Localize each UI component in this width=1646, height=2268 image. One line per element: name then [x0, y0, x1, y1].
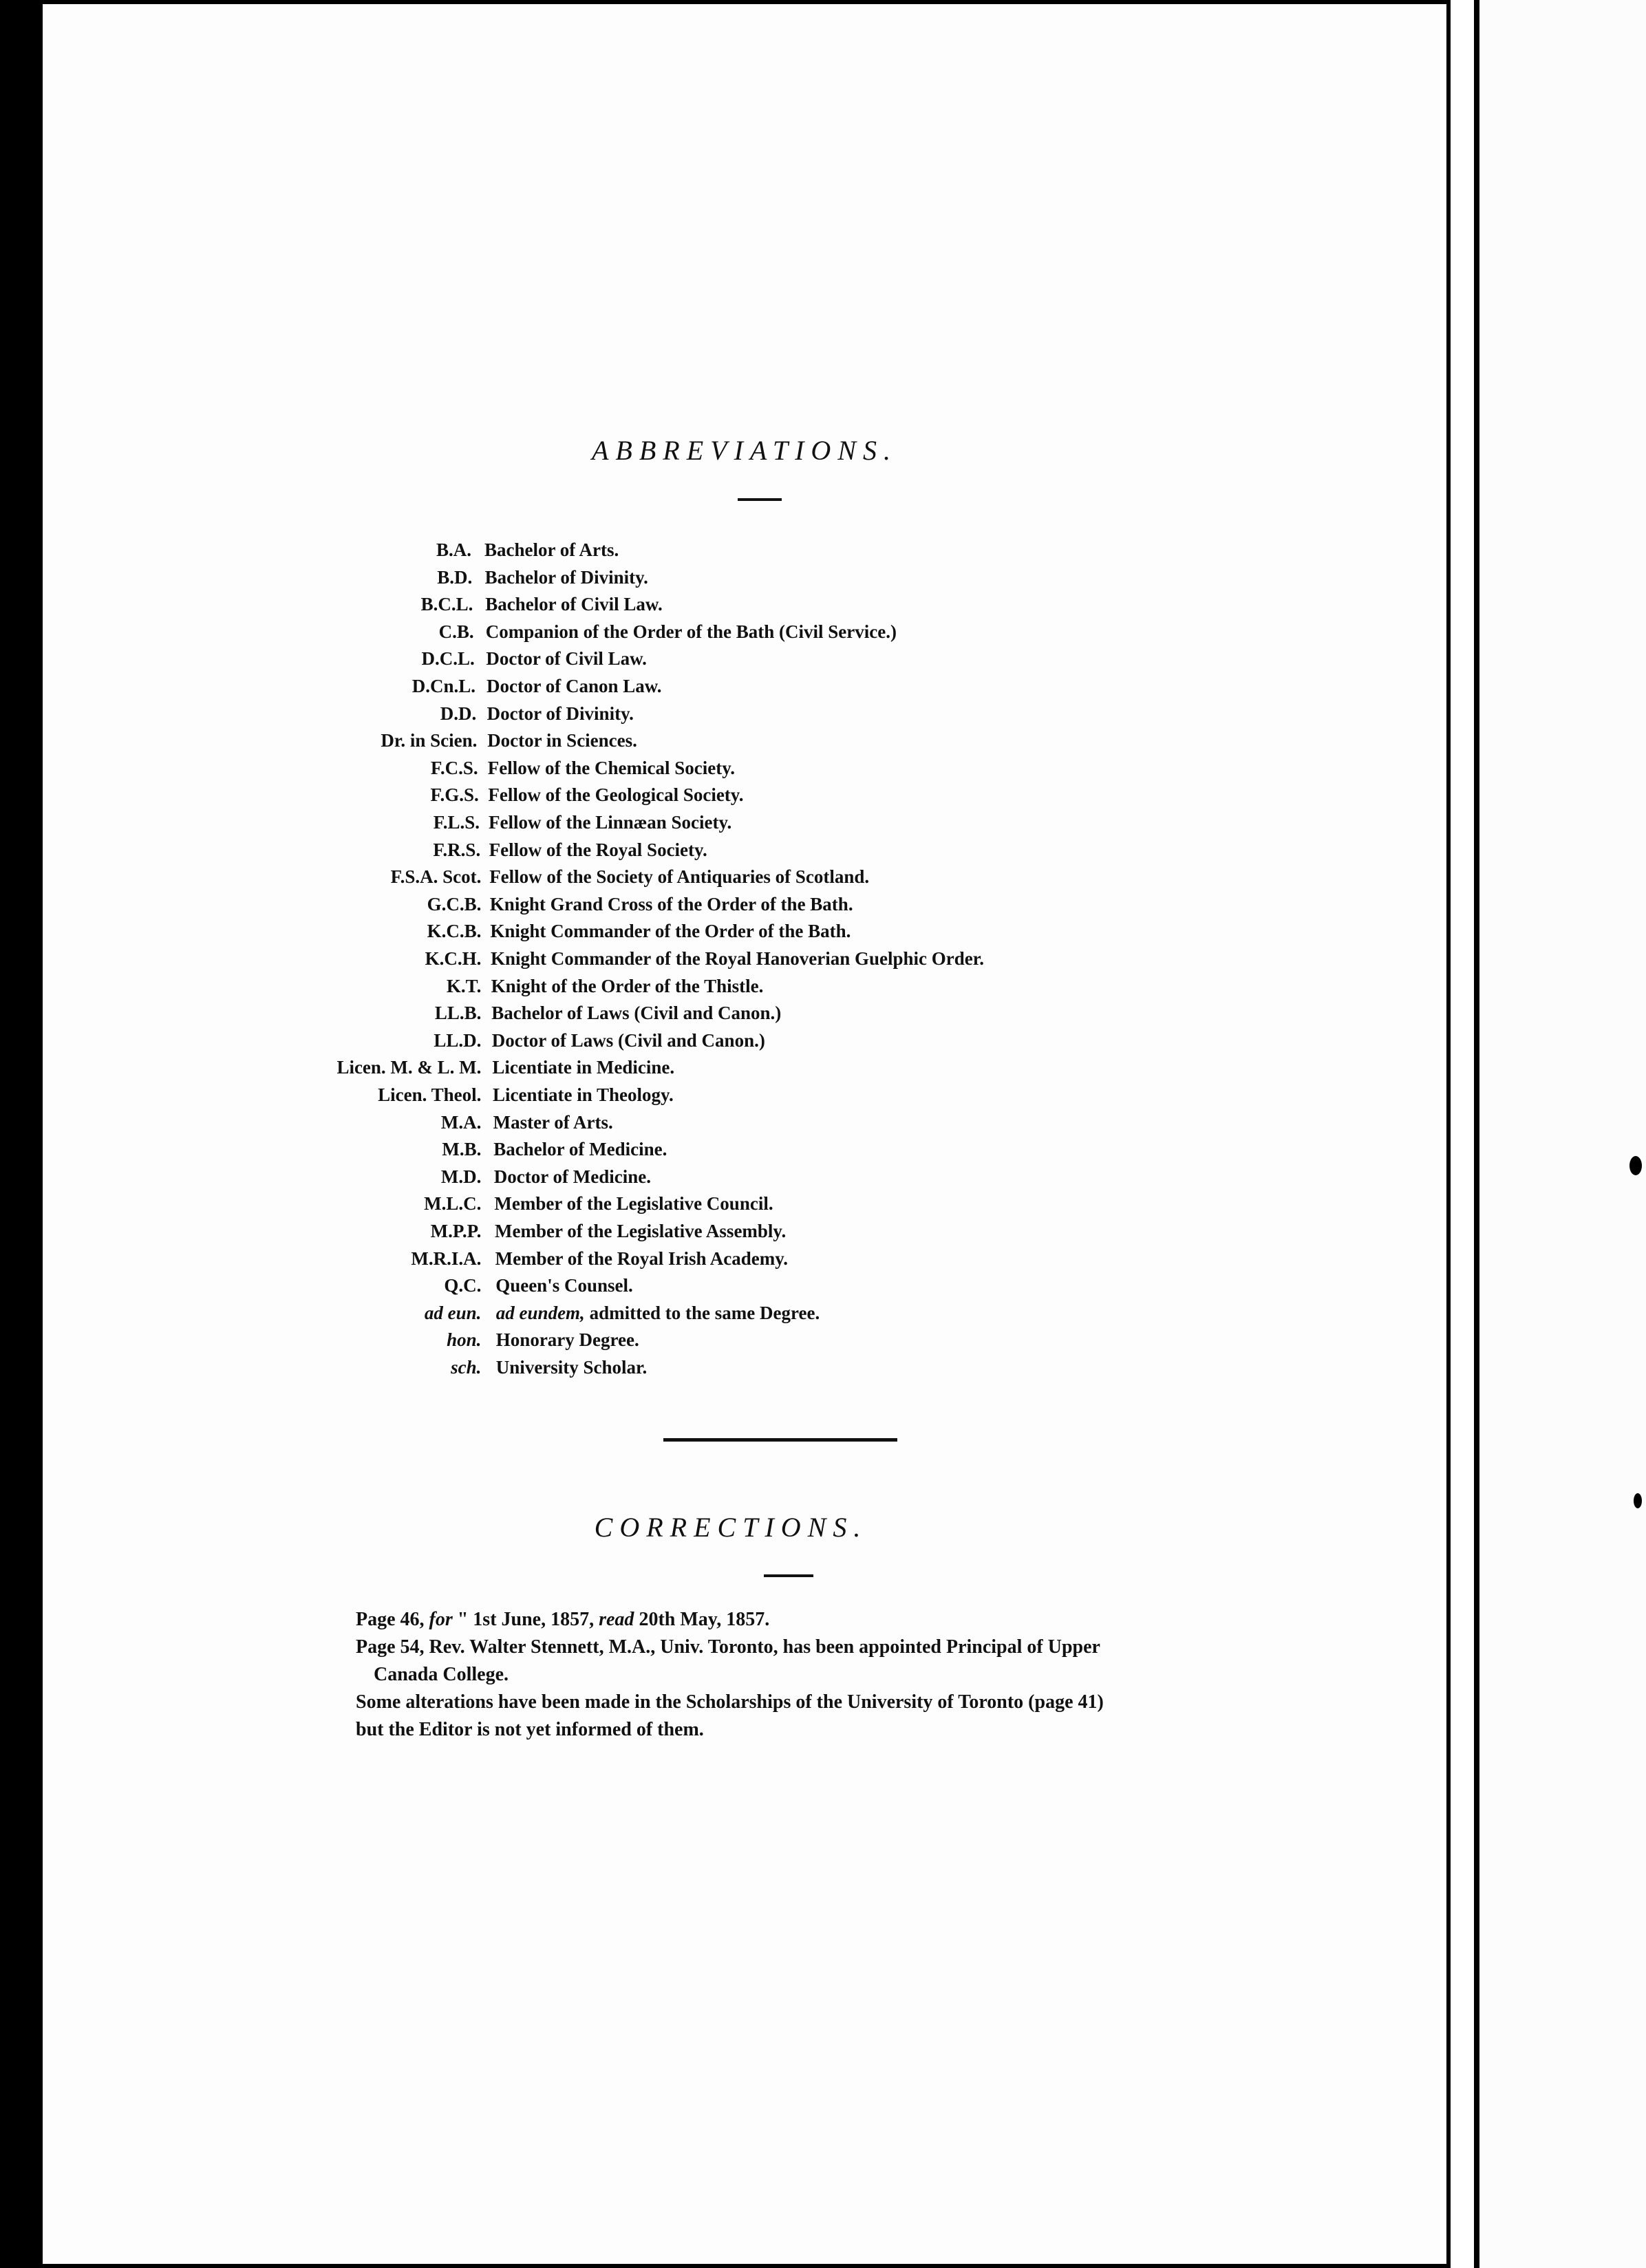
abbreviation-key: Dr. in Scien.	[381, 730, 478, 751]
abbreviation-definition: Bachelor of Divinity.	[484, 566, 648, 588]
abbreviation-definition: Fellow of the Geological Society.	[488, 784, 744, 806]
abbreviation-definition: Licentiate in Theology.	[493, 1084, 674, 1105]
abbreviation-definition: Doctor of Laws (Civil and Canon.)	[491, 1029, 765, 1051]
abbreviation-key: hon.	[447, 1329, 482, 1351]
abbreviation-row	[43, 921, 1446, 948]
abbreviation-key: D.C.L.	[421, 648, 475, 670]
abbreviation-key: B.C.L.	[420, 594, 473, 615]
abbreviation-definition: Master of Arts.	[493, 1111, 613, 1133]
corrections-text	[356, 1606, 1333, 1744]
abbreviation-definition: Fellow of the Linnæan Society.	[489, 812, 732, 833]
abbreviation-key: C.B.	[438, 621, 474, 642]
abbreviation-definition: Bachelor of Arts.	[484, 539, 619, 560]
abbreviation-row	[43, 812, 1446, 839]
abbreviation-row	[43, 976, 1446, 1003]
abbreviation-key: B.A.	[436, 539, 471, 560]
abbreviation-key: K.T.	[446, 975, 482, 996]
abbreviation-key: D.Cn.L.	[412, 676, 475, 696]
abbreviation-row	[43, 676, 1446, 703]
abbreviation-definition: University Scholar.	[495, 1357, 648, 1378]
abbreviation-row	[43, 567, 1446, 595]
document-page	[43, 4, 1446, 2264]
abbreviation-row	[43, 894, 1446, 921]
abbreviation-definition: Bachelor of Medicine.	[493, 1139, 667, 1160]
abbreviation-definition: Licentiate in Medicine.	[492, 1057, 675, 1078]
abbreviation-row	[43, 1003, 1446, 1030]
abbreviation-key: F.L.S.	[433, 812, 480, 833]
abbreviation-definition: Bachelor of Laws (Civil and Canon.)	[491, 1003, 782, 1024]
abbreviation-row	[43, 1248, 1446, 1276]
abbreviation-definition-text: admitted to the same Degree.	[584, 1302, 820, 1323]
abbreviation-key: M.R.I.A.	[411, 1248, 482, 1269]
abbreviation-row	[43, 1329, 1446, 1357]
correction-line-4: Some alterations have been made in the Scholarships of the University of Toronto (page 41)	[356, 1691, 1104, 1713]
abbreviation-key: F.R.S.	[433, 839, 481, 860]
abbreviation-key: M.A.	[440, 1111, 482, 1133]
abbreviation-key: sch.	[451, 1357, 482, 1378]
abbreviation-row	[43, 1112, 1446, 1140]
abbreviation-row	[43, 866, 1446, 894]
abbreviation-row	[43, 1166, 1446, 1194]
abbreviation-row	[43, 1057, 1446, 1084]
abbreviation-row	[43, 1221, 1446, 1248]
abbreviation-row	[43, 1030, 1446, 1058]
abbreviation-row	[43, 621, 1446, 649]
abbreviation-row	[43, 839, 1446, 867]
abbreviation-definition: Doctor of Medicine.	[493, 1166, 651, 1187]
abbreviation-row	[43, 1084, 1446, 1112]
abbreviation-definition: Doctor of Divinity.	[487, 703, 634, 724]
abbreviation-definition: Fellow of the Society of Antiquaries of Scotland.	[489, 866, 870, 888]
abbreviation-definition: Knight Commander of the Order of the Bath.	[490, 921, 851, 942]
abbreviation-definition: Fellow of the Chemical Society.	[487, 757, 735, 778]
corrections-rule	[764, 1574, 813, 1577]
abbreviation-key: B.D.	[437, 566, 473, 588]
abbreviation-key: D.D.	[440, 703, 477, 724]
section-divider	[663, 1438, 897, 1442]
abbreviation-definition: Knight of the Order of the Thistle.	[491, 975, 764, 996]
facing-page-edge	[1479, 0, 1646, 2268]
correction-line-1: Page 46, for " 1st June, 1857, read 20th May, 1857.	[356, 1609, 770, 1630]
abbreviation-row	[43, 539, 1446, 567]
abbreviation-definition: Doctor of Civil Law.	[486, 648, 647, 670]
abbreviation-definition: Member of the Legislative Assembly.	[495, 1221, 787, 1241]
scan-mark	[1634, 1493, 1642, 1508]
abbreviation-row	[43, 648, 1446, 676]
abbreviation-row	[43, 784, 1446, 812]
abbreviation-definition-emphasis: ad eundem,	[495, 1302, 585, 1323]
abbreviations-rule	[738, 498, 782, 501]
correction-line-5: but the Editor is not yet informed of them.	[356, 1719, 704, 1740]
correction-line-2: Page 54, Rev. Walter Stennett, M.A., Univ. Toronto, has been appointed Principal of Upper	[356, 1636, 1100, 1658]
corrections-heading: CORRECTIONS.	[594, 1512, 868, 1543]
abbreviation-row	[43, 1193, 1446, 1221]
abbreviation-key: Licen. M. & L. M.	[336, 1057, 482, 1078]
abbreviation-key: F.C.S.	[430, 757, 478, 778]
abbreviation-definition: Doctor in Sciences.	[487, 730, 637, 751]
abbreviation-definition: Member of the Royal Irish Academy.	[495, 1248, 789, 1269]
abbreviation-row	[43, 730, 1446, 758]
abbreviation-definition: Honorary Degree.	[495, 1329, 639, 1351]
abbreviation-definition: Fellow of the Royal Society.	[489, 839, 707, 860]
abbreviation-row	[43, 1139, 1446, 1166]
abbreviation-row	[43, 948, 1446, 976]
abbreviation-row	[43, 703, 1446, 731]
abbreviation-key: M.P.P.	[430, 1221, 482, 1241]
abbreviation-definition: Doctor of Canon Law.	[487, 676, 662, 696]
abbreviation-key: ad eun.	[424, 1302, 482, 1323]
abbreviation-key: M.B.	[442, 1139, 482, 1160]
abbreviation-key: Q.C.	[444, 1275, 482, 1296]
abbreviation-definition: Knight Commander of the Royal Hanoverian Guelphic Order.	[491, 948, 985, 969]
abbreviation-key: G.C.B.	[427, 893, 482, 914]
abbreviation-row	[43, 594, 1446, 621]
correction-line-3: Canada College.	[374, 1664, 509, 1685]
abbreviation-definition: Queen's Counsel.	[495, 1275, 633, 1296]
abbreviation-key: LL.D.	[434, 1029, 482, 1051]
abbreviation-definition: Knight Grand Cross of the Order of the Bath.	[489, 893, 853, 914]
abbreviation-row	[43, 1303, 1446, 1330]
abbreviation-key: K.C.H.	[425, 948, 482, 969]
abbreviation-key: LL.B.	[434, 1003, 482, 1024]
abbreviation-row	[43, 1275, 1446, 1303]
scan-mark	[1629, 1156, 1642, 1175]
abbreviations-heading: ABBREVIATIONS.	[591, 435, 897, 466]
abbreviation-definition: Bachelor of Civil Law.	[485, 594, 663, 615]
abbreviation-row	[43, 1357, 1446, 1384]
abbreviation-definition	[496, 1303, 820, 1324]
abbreviation-key: K.C.B.	[427, 921, 482, 942]
abbreviation-key: M.D.	[440, 1166, 482, 1187]
abbreviation-key: F.S.A. Scot.	[390, 866, 482, 888]
abbreviation-key: Licen. Theol.	[378, 1084, 482, 1105]
abbreviation-row	[43, 758, 1446, 785]
abbreviation-key: F.G.S.	[430, 784, 479, 806]
abbreviation-definition: Companion of the Order of the Bath (Civil Service.)	[485, 621, 897, 642]
page-edge	[1451, 0, 1474, 2268]
abbreviation-key: M.L.C.	[424, 1193, 482, 1215]
abbreviation-definition: Member of the Legislative Council.	[494, 1193, 773, 1215]
